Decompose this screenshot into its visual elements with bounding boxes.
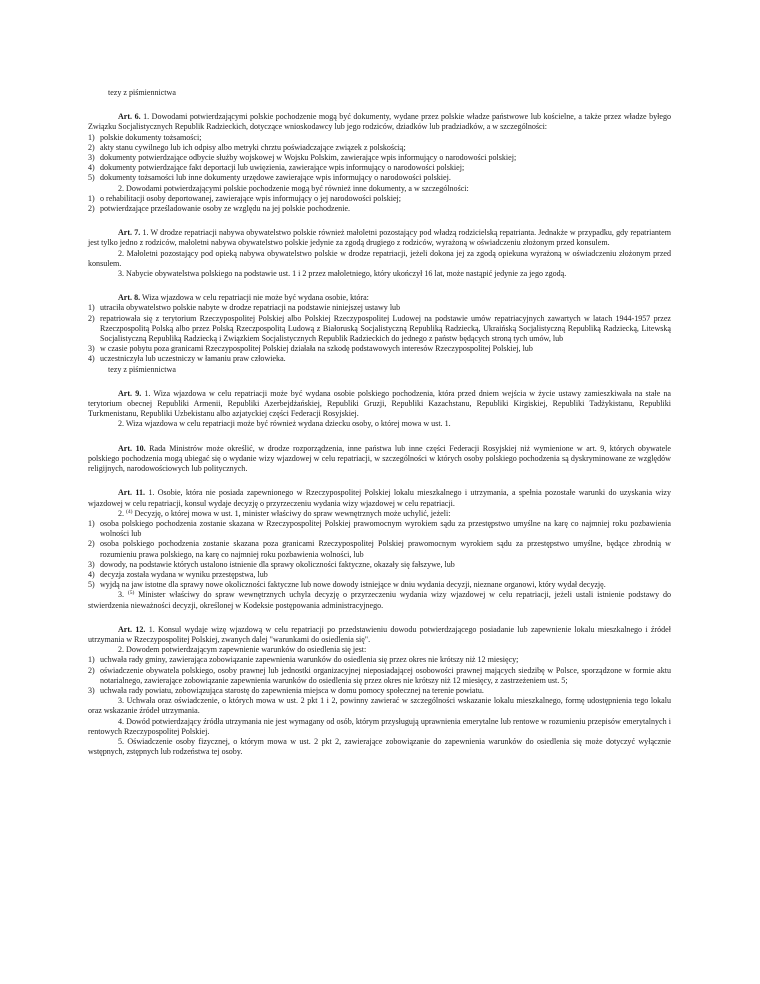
- list-item: 1) o rehabilitacji osoby deportowanej, zawierające wpis informujący o jej narodowości polskiej;: [88, 193, 401, 203]
- art8-para1: Art. 8. Wiza wjazdowa w celu repatriacji nie może być wydana osobie, która:: [118, 293, 369, 303]
- list-item: 1) polskie dokumenty tożsamości;: [88, 132, 202, 142]
- list-item: 5) wyjdą na jaw istotne dla sprawy nowe okoliczności faktyczne lub nowe dowody istniejące w dniu wydania decyzji, nieznane organowi, który wydał decyzję.: [88, 580, 606, 590]
- art12-para1: Art. 12. 1. Konsul wydaje wizę wjazdową w celu repatriacji po przedstawieniu dowodu potwierdzającego posiadanie lub zapewnienie lokalu mieszkalnego i źródeł utrzymania w Rzeczypospolitej Polskiej, zwanych dalej "warunkami do osiedlenia się".: [88, 624, 671, 644]
- list-item: 3) w czasie pobytu poza granicami Rzeczypospolitej Polskiej działała na szkodę podstawowych interesów Rzeczypospolitej Polskiej, lub: [88, 344, 533, 354]
- art9-para1: Art. 9. 1. Wiza wjazdowa w celu repatriacji może być wydana osobie polskiego pochodzenia, która przed dniem wejścia w życie ustawy zamieszkiwała na stałe na terytorium obecnej Republiki Armenii, Republiki Azerbejdżańskiej, Republiki Gruzji, Republiki Kazachstanu, Republiki Kirgiskiej, Republiki Tadżykistanu, Republiki Turkmenistanu, Republiki Uzbekistanu albo azjatyckiej części Federacji Rosyjskiej.: [88, 388, 671, 419]
- art12-para3: 3. Uchwała oraz oświadczenie, o których mowa w ust. 2 pkt 1 i 2, powinny zawierać w szczególności wskazanie lokalu mieszkalnego, formę udostępnienia tego lokalu oraz wskazanie źródeł utrzymania.: [88, 696, 671, 716]
- list-item: 3) uchwała rady powiatu, zobowiązująca starostę do zapewnienia miejsca w domu pomocy społecznej na terenie powiatu.: [88, 685, 484, 695]
- art11-heading: Art. 11.: [118, 488, 146, 498]
- footnote-ref[interactable]: (4): [126, 508, 133, 515]
- art11-para3: 3. $^{(5)}$ Minister właściwy do spraw wewnętrznych uchyla decyzję o przyrzeczeniu wydania wizy wjazdowej w celu repatriacji, jeżeli ustali istnienie podstawy do stwierdzenia nieważności decyzji, określonej w Kodeksie postępowania administracyjnego.: [88, 590, 671, 610]
- document-page: [88, 88, 671, 757]
- art11-para1: Art. 11. 1. Osobie, która nie posiada zapewnionego w Rzeczypospolitej Polskiej lokalu mieszkalnego i utrzymania, a spełnia pozostałe warunki do uzyskania wizy wjazdowej w celu repatriacji, konsul wydaje decyzję o przyrzeczeniu wydania wizy wjazdowej w celu repatriacji.: [88, 488, 671, 508]
- list-item: 4) dokumenty potwierdzające fakt deportacji lub uwięzienia, zawierające wpis informujący o narodowości polskiej;: [88, 163, 465, 173]
- art6-heading: Art. 6.: [118, 112, 141, 122]
- list-item: 4) decyzja została wydana w wyniku przestępstwa, lub: [88, 569, 268, 579]
- art6-para1: Art. 6. 1. Dowodami potwierdzającymi polskie pochodzenie mogą być dokumenty, wydane przez polskie władze państwowe lub kościelne, a także przez władze byłego Związku Socjalistycznych Republik Radzieckich, dotyczące wnioskodawcy lub jego rodziców, dziadków lub pradziadków, a w szczególności:: [88, 112, 672, 132]
- art9-heading: Art. 9.: [118, 388, 142, 398]
- tezy-link[interactable]: tezy z piśmiennictwa: [108, 88, 176, 97]
- list-item: 1) uchwała rady gminy, zawierająca zobowiązanie zapewnienia warunków do osiedlenia się przez okres nie krótszy niż 12 miesięcy;: [88, 655, 519, 665]
- art7-para3: 3. Nabycie obywatelstwa polskiego na podstawie ust. 1 i 2 przez małoletniego, który ukończył 16 lat, może nastąpić jedynie za jego zgodą.: [118, 269, 567, 279]
- art7-heading: Art. 7.: [118, 228, 141, 238]
- list-item: 3) dowody, na podstawie których ustalono istnienie dla sprawy okoliczności faktyczne, okazały się fałszywe, lub: [88, 559, 455, 569]
- art10-para1: Art. 10. Rada Ministrów może określić, w drodze rozporządzenia, inne państwa lub inne części Federacji Rosyjskiej niż wymienione w art. 9, których obywatele polskiego pochodzenia mogą ubiegać się o wydanie wizy wjazdowej w celu repatriacji, w szczególności w których osoby polskiego pochodzenia są dyskryminowane ze względów religijnych, narodowościowych lub politycznych.: [88, 443, 671, 474]
- list-item: 2) osoba polskiego pochodzenia zostanie skazana poza granicami Rzeczypospolitej Polskiej prawomocnym wyrokiem sądu za przestępstwo umyślne, będące zbrodnią w rozumieniu prawa polskiego, na karę co najmniej roku pozbawienia wolności, lub: [88, 539, 671, 559]
- list-item: 1) utraciła obywatelstwo polskie nabyte w drodze repatriacji na podstawie niniejszej ustawy lub: [88, 303, 401, 313]
- art12-para2: 2. Dowodem potwierdzającym zapewnienie warunków do osiedlenia się jest:: [118, 645, 367, 655]
- art6-para2: 2. Dowodami potwierdzającymi polskie pochodzenie mogą być również inne dokumenty, a w szczególności:: [118, 183, 469, 193]
- list-item: 2) akty stanu cywilnego lub ich odpisy albo metryki chrztu poświadczające związek z polskością;: [88, 142, 406, 152]
- list-item: 5) dokumenty tożsamości lub inne dokumenty urzędowe zawierające wpis informujący o narodowości polskiej.: [88, 173, 451, 183]
- list-item: 2) oświadczenie obywatela polskiego, osoby prawnej lub jednostki organizacyjnej nieposiadającej osobowości prawnej mających siedzibę w Polsce, sporządzone w formie aktu notarialnego, zawierające zobowiązanie zapewnienia warunków do osiedlenia się przez okres nie krótszy niż 12 miesięcy, z zastrzeżeniem ust. 5;: [88, 665, 671, 685]
- art11-para2: 2. $^{(4)}$ Decyzję, o której mowa w ust. 1, minister właściwy do spraw wewnętrznych może uchylić, jeżeli:: [118, 508, 451, 518]
- art12-para5: 5. Oświadczenie osoby fizycznej, o którym mowa w ust. 2 pkt 2, zawierające zobowiązanie do zapewnienia warunków do osiedlenia się może dotyczyć wyłącznie wstępnych, zstępnych lub rodzeństwa tej osoby.: [88, 736, 671, 757]
- list-item: 4) uczestniczyła lub uczestniczy w łamaniu praw człowieka.: [88, 354, 286, 364]
- tezy-link[interactable]: tezy z piśmiennictwa: [108, 364, 176, 374]
- art12-heading: Art. 12.: [118, 624, 146, 634]
- art10-heading: Art. 10.: [118, 443, 146, 453]
- art12-para4: 4. Dowód potwierdzający źródła utrzymania nie jest wymagany od osób, którym przysługują uprawnienia emerytalne lub rentowe w rozumieniu przepisów emerytalnych i rentowych Rzeczypospolitej Polskiej.: [88, 716, 671, 736]
- list-item: 1) osoba polskiego pochodzenia zostanie skazana w Rzeczypospolitej Polskiej prawomocnym wyrokiem sądu za przestępstwo umyślne na karę co najmniej roku pozbawienia wolności lub: [88, 518, 671, 539]
- art8-heading: Art. 8.: [118, 293, 141, 303]
- art7-para1: Art. 7. 1. W drodze repatriacji nabywa obywatelstwo polskie również małoletni pozostający pod władzą rodzicielską repatrianta. Jednakże w przypadku, gdy repatriantem jest tylko jedno z rodziców, małoletni nabywa obywatelstwo polskie jedynie za zgodą drugiego z rodziców, wyrażoną w oświadczeniu złożonym przed konsulem.: [88, 228, 671, 248]
- art9-para2: 2. Wiza wjazdowa w celu repatriacji może być również wydana dziecku osoby, o której mowa w ust. 1.: [118, 419, 451, 429]
- list-item: 2) potwierdzające prześladowanie osoby ze względu na jej polskie pochodzenie.: [88, 204, 351, 214]
- footnote-ref[interactable]: (5): [127, 590, 135, 597]
- list-item: 3) dokumenty potwierdzające odbycie służby wojskowej w Wojsku Polskim, zawierające wpis informujący o narodowości polskiej;: [88, 153, 517, 163]
- list-item: 2) repatriowała się z terytorium Rzeczypospolitej Polskiej albo Polskiej Rzeczypospolitej Ludowej na podstawie umów repatriacyjnych zawartych w latach 1944-1957 przez Rzeczpospolitą Polską albo przez Polską Rzeczpospolitą Ludową z Białoruską Socjalistyczną Republiką Radziecką, Ukraińską Socjalistyczną Republiką Radziecką, Litewską Socjalistyczną Republiką Radziecką i Związkiem Socjalistycznych Republik Radzieckich do jednego z państw będących stroną tych umów, lub: [88, 313, 671, 344]
- art7-para2: 2. Małoletni pozostający pod opieką nabywa obywatelstwo polskie w drodze repatriacji, jeżeli dokona jej za zgodą opiekuna wyrażoną w oświadczeniu złożonym przed konsulem.: [88, 248, 671, 268]
